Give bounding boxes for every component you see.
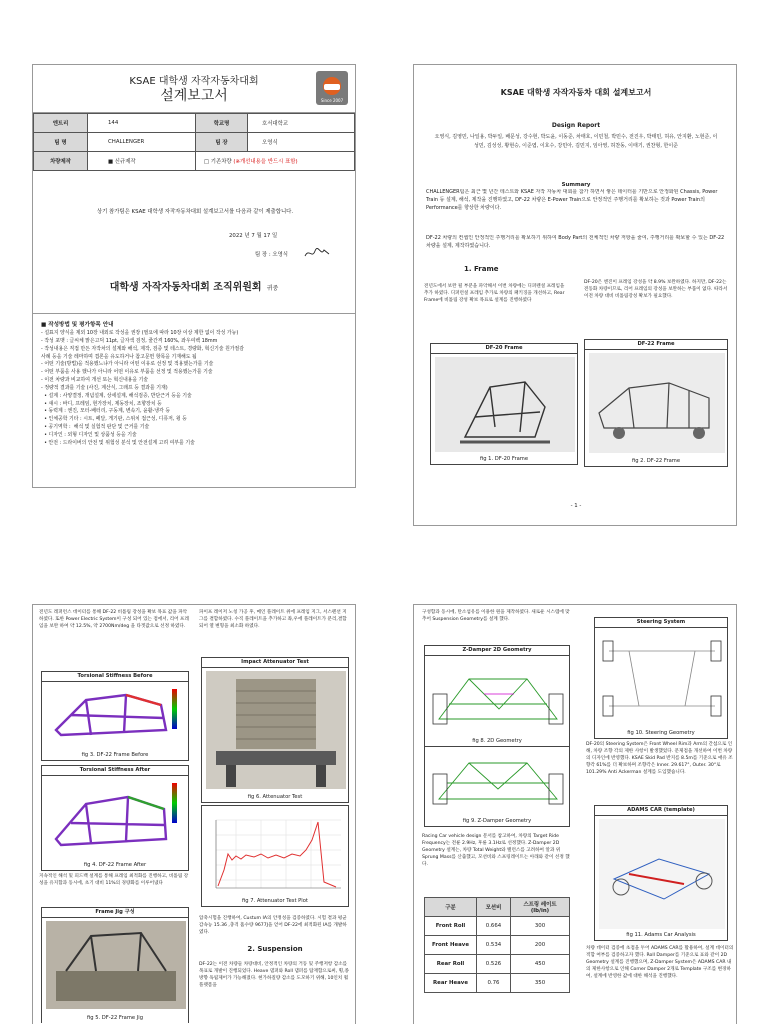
- guide-item: - 어떤 부품을 사용 했나가 아니라 어떤 이유로 부품을 선정 및 적용했는가를 기술: [41, 369, 213, 376]
- car-new: ■ 신규제작: [88, 152, 196, 171]
- attenuator-photo-icon: [206, 671, 346, 789]
- fig-attenuator-plot: [201, 805, 349, 907]
- guide-item: • 안전 : 드라이버의 안전 및 위험성 분석 및 안전설계 고려 여부를 기술: [41, 439, 195, 446]
- figure-title: DF-22 Frame: [585, 340, 727, 350]
- info-row: [34, 133, 355, 152]
- steering-text: DF-20의 Steering System은 Front Wheel Rim과 Arm의 간섭으로 인해, 차량 조향 각의 제한 사항이 발생했었다. 문제점을 개선하여 이번 차량의 디자인에 반영했다. KSAE Skid Pad 반지름 8.5m를 기준으로 애유 조향각 61%를 더 확보하며 조향각은 Inner. 29.617°, Outer. 30°로 101.29% Anti Ackerman 설계를 도입했습니다.: [586, 742, 733, 776]
- jig-photo-icon: [46, 921, 186, 1009]
- summary-text-2: DF-22 차량의 컨셉인 안정적인 주행거리를 확보하기 위하여 Body Part의 전체적인 차량 저항을 줄여, 주행거리를 확보할 수 있는 DF-22 차량을 설계, 제작하였습니다.: [426, 235, 725, 249]
- cover-header: [33, 65, 355, 113]
- submit-text: 상기 참가팀은 KSAE 대학생 자작자동차대회 설계보고서를 다음과 같이 제출합니다.: [96, 209, 294, 215]
- table-cell: Rear Roll: [425, 955, 477, 974]
- guide-item: • 섀시 : 바디, 프레임, 현가장치, 제동장치, 조향장치 등: [41, 400, 162, 407]
- column-header: 모션비: [477, 898, 511, 917]
- adams-image: [599, 819, 723, 926]
- fig-torsion-before: [41, 671, 189, 761]
- attenuator-plot-icon: [206, 810, 346, 894]
- page-1: [32, 64, 356, 488]
- figure-caption: fig 5. DF-22 Frame Jig: [87, 1015, 143, 1021]
- figure-caption: fig 11. Adams Car Analysis: [626, 932, 696, 938]
- signature: [303, 245, 331, 259]
- column-header: 구분: [425, 898, 477, 917]
- report-date: 2022 년 7 월 17 일: [229, 233, 278, 239]
- attenuator-plot: [206, 810, 344, 892]
- car-old: □ 기존차량: [204, 159, 232, 165]
- report-subtitle: Design Report: [551, 122, 601, 129]
- frame-heading: 1. Frame: [464, 265, 499, 273]
- guide-item: • 디자인 : 외형 디자인 및 상품성 등을 기술: [41, 431, 137, 438]
- figure-title: Frame Jig 구성: [42, 908, 188, 918]
- header-line-2: 설계보고서: [160, 88, 228, 104]
- page-number: - 1 -: [570, 503, 582, 509]
- car-note: (※개선내용을 반드시 표함): [233, 159, 298, 165]
- figure-caption: fig 2. DF-22 Frame: [631, 458, 681, 464]
- info-label: 학교명: [196, 114, 248, 133]
- table-cell: Front Heave: [425, 936, 477, 955]
- table-cell: 0.664: [477, 917, 511, 936]
- car-old-cell: [196, 152, 355, 171]
- suspension-text: DF-22는 이전 차량들 차량대비, 안정적인 차량의 거동 및 주행저항 감소를 목표로 개발이 진행되었다. Heave 댐퍼와 Roll 댐퍼를 탑재함으로써, 횡,종방향 독립제어가 가능해졌다. 현가하질량 감소를 도모하기 위해, 10인치 휠 플랫폼을: [199, 962, 349, 989]
- table-cell: 0.526: [477, 955, 511, 974]
- summary-text: CHALLENGER팀은 최근 몇 년간 테스트와 KSAE 자작 자동차 대회를 참가 하면서 쌓은 데이터를 기반으로 안정화된 Chassis, Power Train 등 설계, 해석, 제작을 진행하였고, DF-22 차량은 E-Power Train으로 안정적인 주행거리를 확보하는 것과 Power Train의 Performance를 향상한 차량이다.: [426, 189, 718, 211]
- info-value: 호서대학교: [248, 114, 355, 133]
- signature-icon: [303, 246, 331, 259]
- table-cell: Front Roll: [425, 917, 477, 936]
- suspension-heading: 2. Suspension: [247, 945, 303, 953]
- page-2: [413, 64, 737, 526]
- fig-attenuator-test: [201, 657, 349, 803]
- frame-wire-icon: [435, 357, 575, 452]
- committee-name: 대학생 자작자동차대회 조직위원회: [109, 282, 262, 293]
- guide-item: - 설표지 양식을 제외 10장 내외로 작성을 권장 (필요에 따라 10장 이상 제한 없이 작성 가능): [41, 330, 239, 336]
- fea-frame-icon: [46, 685, 186, 749]
- table-row: [425, 917, 570, 936]
- info-row: [34, 152, 355, 171]
- info-value: CHALLENGER: [88, 133, 196, 152]
- impact-text: 압축시험을 진행하여, Custum IA의 안정성을 검증하였다. 시험 결과 평균 감속능 15.36 ,충격 흡수량 9677J을 얻어 DF-22에 최적화된 IA를 개발하였다.: [199, 916, 347, 936]
- figure-caption: fig 9. Z-Damper Geometry: [462, 818, 532, 824]
- table-cell: 200: [511, 936, 570, 955]
- racing-text: Racing Car vehicle design 문서를 참고하여, 차량의 Target Ride Frequency는 전륜 2.9Hz, 후륜 3.1Hz로 선정했다. Z-Damper 2D Geometry 설계는, 차량 Total Weight와 밸런스를 고려하여 알과 위 Sprung Mass를 산출했고, 모션비와 스프링레이트는 아래와 같이 선정 했다.: [422, 834, 570, 868]
- jig-image: [46, 921, 184, 1011]
- table-cell: Rear Heave: [425, 974, 477, 993]
- fig-torsion-after: [41, 765, 189, 871]
- committee: [33, 275, 355, 294]
- team-leader: 팀 장 : 오영식: [255, 252, 288, 258]
- after-text: 지속적인 해석 및 피드백 설계를 통해 프레임 최적화를 진행하고, 비틀림 강성을 유지함과 동시에, 초기 대비 11%의 경량화를 이루어냈다: [39, 874, 189, 887]
- table-row: [425, 974, 570, 993]
- geometry-2d-icon: [429, 659, 567, 735]
- table-cell: 0.76: [477, 974, 511, 993]
- table-cell: 350: [511, 974, 570, 993]
- figure-title: Torsional Stiffness Before: [42, 672, 188, 682]
- guide-item: - 정량적 결과를 기술 (사진, 계산식, 그래프 등 결과를 기재): [41, 384, 168, 391]
- figure-caption: fig 7. Attenuator Test Plot: [242, 898, 308, 904]
- frame-text-left: 전년도에서 보완 될 부분을 파악해서 이번 차량에는 디퍼렌셜 프레임을 추가 하였다. 디퍼런셜 프레임 추가로 차량의 패키징을 개선하고, Rear Frame에 비틀림 강성 확보 목표로 설계를 진행하였다: [424, 284, 565, 304]
- table-cell: 0.534: [477, 936, 511, 955]
- guide-item: • 인체공학 기타 : 시트, 페달, 게기판, 스위치 접근성, 디퓨저, 윙 등: [41, 416, 187, 423]
- table-row: [425, 936, 570, 955]
- spring-table: [424, 897, 570, 993]
- fig-zdamper-2d: [424, 645, 570, 747]
- fea-image: [46, 685, 184, 746]
- guide-item: • 설계 : 사양결정, 개념설계, 상세설계, 해석검증, 반단근거 등을 기술: [41, 392, 192, 399]
- authors: 오영식, 김영민, 나일용, 박두일, 배문성, 강수현, 박도윤, 이동준, 차태호, 이민철, 박민수, 전진우, 박태민, 허유, 안지환, 노현준, 이성민, 김성성, 황현승, 이준엽, 이호수, 강민아, 김민지, 임아영, 허찬동, 이태기, 권찬형, 한이준: [434, 134, 718, 149]
- figure-title: DF-20 Frame: [431, 344, 577, 354]
- guide-item: 사례 등을 기술 레마하며 겹론을 유도하거나 참고문헌 항목을 기재해도 됨: [41, 353, 197, 360]
- committee-suffix: 귀중: [266, 285, 279, 292]
- fea-frame-icon: [46, 779, 186, 859]
- info-row: [34, 114, 355, 133]
- table-cell: 300: [511, 917, 570, 936]
- guide-item: • 공기역학 : 해석 및 실험적 판단 및 근거를 기술: [41, 424, 150, 431]
- guide-box: [33, 313, 355, 488]
- figure-caption: fig 8. 2D Geometry: [472, 738, 522, 744]
- table-row: [425, 955, 570, 974]
- guide-item: - 작성내용은 직접 만든 자작차의 설계와 해석, 제작, 검증 및 테스트, 경량화, 혁신기술 원가절감: [41, 345, 244, 352]
- car-label: 차량제작: [34, 152, 88, 171]
- guide-list: [41, 330, 347, 448]
- page-3: [32, 604, 356, 1024]
- geometry-zdamper-icon: [429, 749, 567, 813]
- frame-image: [435, 357, 573, 450]
- figure-title: Steering System: [595, 618, 727, 628]
- header-line-1: KSAE 대학생 자작자동차대회: [129, 76, 259, 87]
- frame-image: [589, 353, 723, 452]
- fig-df20-frame: [430, 343, 578, 465]
- fig-zdamper-geometry: [424, 747, 570, 827]
- info-value: 144: [88, 114, 196, 133]
- steering-geometry-icon: [599, 631, 725, 727]
- guide-title: ■ 작성방법 및 평가항목 안내: [41, 322, 114, 328]
- figure-title: Z-Damper 2D Geometry: [425, 646, 569, 656]
- figure-caption: fig 10. Steering Geometry: [627, 730, 695, 736]
- frame-wire-icon: [589, 353, 725, 453]
- table-cell: 450: [511, 955, 570, 974]
- fig-frame-jig: [41, 907, 189, 1023]
- figure-caption: fig 6. Attenuator Test: [247, 794, 303, 800]
- intro-text: 구성함과 동시에, 탄소섬유를 이용한 원을 제작하였다. 새로운 시스템에 맞추어 Suspension Geometry를 설계 했다.: [422, 610, 570, 623]
- fig-steering-system: [594, 617, 728, 739]
- ksae-logo: [316, 71, 348, 105]
- info-table: [33, 113, 355, 171]
- frame-text-right: DF-20은 엔진이 프레임 강성을 약 8.9% 보완하였다. 하지만, DF-22는 전동화 차량이므로, 리어 프레임의 강성을 보완하는 부품이 없다. 따라서 이전 차량 대비 비틀림강성 확보가 필요했다.: [584, 280, 728, 300]
- guide-item: - 작성 포맷 : 글씨체 맑은고딕 11pt, 글자색 검정, 줄간격 160%, 좌우여백 18mm: [41, 337, 218, 344]
- page-4: [413, 604, 737, 1024]
- fig-df22-frame: [584, 339, 728, 467]
- geometry-image: [429, 659, 565, 732]
- attenuator-image: [206, 671, 344, 788]
- guide-item: - 어떤 기술(방법)을 적용했느냐가 아니라 어떤 이유로 선정 및 적용했는가를 기술: [41, 361, 214, 368]
- info-value: 오영식: [248, 133, 355, 152]
- column-header: 스프링 레이트 (lb/in): [511, 898, 570, 917]
- guide-item: - 이전 차량과 비교하여 개선 또는 혁신내용을 기술: [41, 377, 149, 384]
- adams-car-icon: [599, 819, 725, 929]
- geometry-image: [429, 749, 565, 812]
- info-label: 팀 명: [34, 133, 88, 152]
- jig-text: 파이프 레이저 노칭 가공 후, 메인 플레이트 위에 프레임 지그, 서스펜션 지그를 결합하였다. 수직 플레이트을 추가하고 좌,우에 플레이트가 분리,결합 되어 열 변형을 최소화 하였다.: [199, 610, 347, 630]
- ksae-logo-icon: [316, 71, 348, 105]
- adams-text: 차량 데이터 검증에 초점을 두어 ADAMS CAR를 활용하여, 설계 데이터의 적합 여부를 검증하고자 했다. Roll Damper를 기준으로 표와 같이 2D Geometry 설계를 진행했으며, Z-Damper System은 ADAMS CAR 내의 제한사항으로 인해 Corner Damper 2개로 Template 구조를 변경하여, 설계에 반영한 값에 대한 해석을 진행했다.: [586, 946, 734, 980]
- steering-image: [599, 631, 723, 724]
- figure-caption: fig 4. DF-22 Frame After: [83, 862, 147, 868]
- guide-item: • 동력계 : 엔진, 모터-배터리, 구동계, 변속기, 윤활-냉각 등: [41, 408, 171, 415]
- svg-text:Since 2007: Since 2007: [320, 98, 344, 103]
- summary-heading: Summary: [561, 182, 591, 188]
- figure-title: Impact Attenuator Test: [202, 658, 348, 668]
- fig-adams-car: [594, 805, 728, 941]
- figure-title: Torsional Stiffness After: [42, 766, 188, 776]
- table-header: [425, 898, 570, 917]
- intro-text: 전년도 레퍼런스 데이터를 통해 DF-22 비틀림 강성을 확보 목표 값을 파악하였다. 또한 Power Electric System이 구성 되어 있는 점에서, 리어 프레임을 보완 하여 약 12.5%, 약 2700Nm/deg 을 타겟값으로 선정 하였다.: [39, 610, 189, 630]
- info-label: 팀 장: [196, 133, 248, 152]
- report-title: KSAE 대학생 자작자동차 대회 설계보고서: [500, 88, 652, 97]
- figure-caption: fig 3. DF-22 Frame Before: [81, 752, 149, 758]
- fea-image: [46, 779, 184, 856]
- info-label: 엔트리: [34, 114, 88, 133]
- figure-title: ADAMS CAR (template): [595, 806, 727, 816]
- figure-caption: fig 1. DF-20 Frame: [479, 456, 529, 462]
